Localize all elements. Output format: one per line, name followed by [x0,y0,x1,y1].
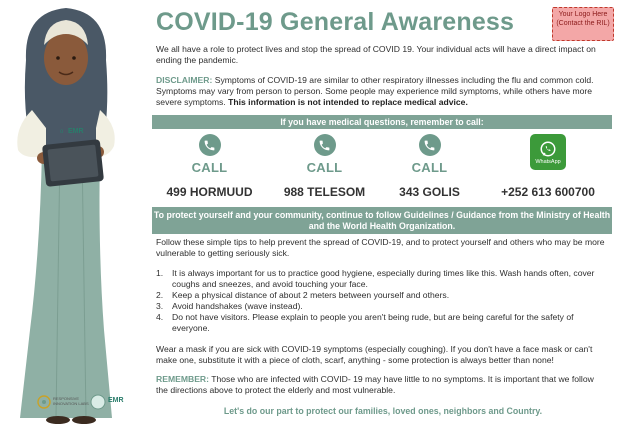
list-text: Avoid handshakes (wave instead). [172,301,303,311]
list-number: 1. [156,268,164,278]
phone-icon [314,134,336,156]
list-text: It is always important for us to practice good hygiene, especially during times like this. Wash hands often, cover coughs and sneezes, and avoid touching your face. [172,268,595,289]
whatsapp-label: WhatsApp [535,158,561,165]
tips-list [156,268,608,334]
list-item [156,268,608,290]
disclaimer-text: Symptoms of COVID-19 are similar to other respiratory illnesses including the flu and common cold. Symptoms may vary from person to person. Some people may experience mild symptoms, while others have more severe symptoms. [156,75,594,107]
contact-list [152,132,614,202]
contact-whatsapp[interactable] [482,132,614,202]
contact-hormuud[interactable] [152,132,267,202]
main-content [152,0,616,432]
phone-icon [199,134,221,156]
contact-number: +252 613 600700 [501,185,595,199]
remember-note [156,374,608,396]
footer-logos [36,390,156,414]
list-text: Do not have visitors. Please explain to people you aren't being rude, but are being careful for the safety of everyone. [172,312,574,333]
list-number: 3. [156,301,164,311]
call-label: CALL [191,160,228,175]
disclaimer [156,75,608,108]
disclaimer-bold: This information is not intended to replace medical advice. [228,97,468,107]
page-title: COVID-19 General Awareness [156,8,515,36]
list-number: 2. [156,290,164,300]
phone-icon [419,134,441,156]
disclaimer-label: DISCLAIMER: [156,75,213,85]
footer-logo-right: EMR [108,397,124,404]
list-item [156,301,608,312]
svg-text:o: o [60,129,64,135]
contact-golis[interactable] [372,132,487,202]
svg-text:EMR: EMR [68,128,84,135]
remember-label: REMEMBER: [156,374,209,384]
woman-illustration [0,0,150,432]
call-label: CALL [306,160,343,175]
list-number: 4. [156,312,164,322]
tips-intro: Follow these simple tips to help prevent the spread of COVID-19, and to protect yourself and others who may be more vulnerable to getting seriously sick. [156,237,605,258]
contact-number: 988 TELESOM [283,185,366,199]
contact-number: 343 GOLIS [399,185,460,199]
whatsapp-icon [530,134,566,170]
call-banner: If you have medical questions, remember to call: [152,115,612,129]
closing-message: Let's do our part to protect our families, loved ones, neighbors and Country. [223,406,543,416]
guidelines-banner: To protect yourself and your community, continue to follow Guidelines / Guidance from the Ministry of Health and the World Health Organization. [152,207,612,234]
contact-telesom[interactable] [267,132,382,202]
call-label: CALL [411,160,448,175]
logo-placeholder: Your Logo Here (Contact the RIL) [552,7,614,41]
footer-logo-left: RESPONSIVE INNOVATION LABS [53,396,89,406]
intro-text: We all have a role to protect lives and stop the spread of COVID 19. Your individual acts will have a direct impact on ending the pandemic. [156,44,596,65]
mask-advice: Wear a mask if you are sick with COVID-19 symptoms (especially coughing). If you don't have a face mask or can't make one, substitute it with a piece of cloth, scarf, anything - some protection is always better than none! [156,344,593,365]
list-item [156,290,608,301]
list-text: Keep a physical distance of about 2 meters between yourself and others. [172,290,450,300]
list-item [156,312,608,334]
contact-number: 499 HORMUUD [166,185,253,199]
remember-text: Those who are infected with COVID- 19 may have little to no symptoms. It is important that we follow the directions above to protect the elderly and most vulnerable. [156,374,594,395]
